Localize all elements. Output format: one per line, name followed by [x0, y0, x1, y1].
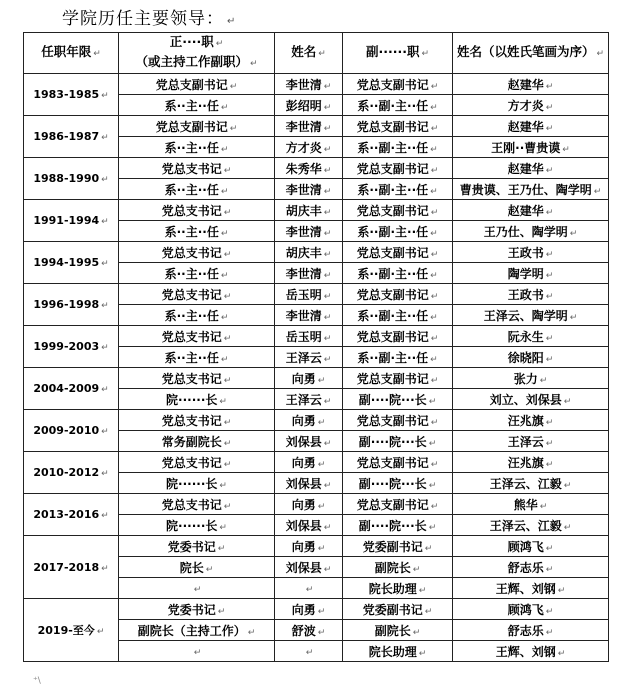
- deputy-names-cell: 张力 ↵: [453, 368, 609, 389]
- main-name-cell: 岳玉明 ↵: [275, 284, 343, 305]
- deputy-names-cell: 阮永生 ↵: [453, 326, 609, 347]
- main-post-cell: 系··主··任 ↵: [119, 137, 275, 158]
- deputy-names-cell: 熊华 ↵: [453, 494, 609, 515]
- deputy-post-cell: 系··副·主··任 ↵: [343, 95, 453, 116]
- period-cell: 1999-2003 ↵: [24, 326, 119, 368]
- main-name-cell: 向勇 ↵: [275, 536, 343, 557]
- period-cell: 2004-2009 ↵: [24, 368, 119, 410]
- main-post-cell: 院······长 ↵: [119, 473, 275, 494]
- deputy-post-cell: 党总支副书记 ↵: [343, 494, 453, 515]
- deputy-names-cell: 王乃仕、陶学明 ↵: [453, 221, 609, 242]
- deputy-names-cell: 王泽云、陶学明 ↵: [453, 305, 609, 326]
- main-name-cell: 向勇 ↵: [275, 410, 343, 431]
- header-period: 任职年限 ↵: [24, 33, 119, 74]
- main-name-cell: ↵: [275, 578, 343, 599]
- table-row: [24, 242, 609, 263]
- deputy-post-cell: 党总支副书记 ↵: [343, 452, 453, 473]
- deputy-names-cell: 舒志乐 ↵: [453, 620, 609, 641]
- period-cell: 1994-1995 ↵: [24, 242, 119, 284]
- deputy-post-cell: 党总支副书记 ↵: [343, 368, 453, 389]
- main-post-cell: 院······长 ↵: [119, 515, 275, 536]
- deputy-post-cell: 系··副·主··任 ↵: [343, 137, 453, 158]
- deputy-names-cell: 顾鸿飞 ↵: [453, 599, 609, 620]
- main-post-cell: 系··主··任 ↵: [119, 263, 275, 284]
- main-post-cell: 系··主··任 ↵: [119, 95, 275, 116]
- table-row: [24, 536, 609, 557]
- period-cell: 2017-2018 ↵: [24, 536, 119, 599]
- main-name-cell: 刘保县 ↵: [275, 557, 343, 578]
- deputy-post-cell: 系··副·主··任 ↵: [343, 221, 453, 242]
- deputy-names-cell: 王泽云、江毅 ↵: [453, 473, 609, 494]
- deputy-post-cell: 副····院···长 ↵: [343, 389, 453, 410]
- deputy-names-cell: 刘立、刘保县 ↵: [453, 389, 609, 410]
- deputy-post-cell: 系··副·主··任 ↵: [343, 347, 453, 368]
- deputy-names-cell: 王刚··曹贵谟 ↵: [453, 137, 609, 158]
- deputy-names-cell: 赵建华 ↵: [453, 116, 609, 137]
- deputy-names-cell: 王政书 ↵: [453, 284, 609, 305]
- table-row: [24, 599, 609, 620]
- main-post-cell: 党总支副书记 ↵: [119, 116, 275, 137]
- main-name-cell: 向勇 ↵: [275, 452, 343, 473]
- main-name-cell: 胡庆丰 ↵: [275, 242, 343, 263]
- deputy-names-cell: 王辉、刘钢 ↵: [453, 641, 609, 662]
- table-row: [24, 410, 609, 431]
- main-name-cell: 舒波 ↵: [275, 620, 343, 641]
- deputy-names-cell: 汪兆旗 ↵: [453, 410, 609, 431]
- deputy-names-cell: 王泽云 ↵: [453, 431, 609, 452]
- main-post-cell: 常务副院长 ↵: [119, 431, 275, 452]
- deputy-post-cell: 系··副·主··任 ↵: [343, 179, 453, 200]
- table-row: [24, 116, 609, 137]
- main-name-cell: 刘保县 ↵: [275, 473, 343, 494]
- deputy-names-cell: 徐晓阳 ↵: [453, 347, 609, 368]
- main-post-cell: 党总支书记 ↵: [119, 242, 275, 263]
- main-name-cell: 李世清 ↵: [275, 179, 343, 200]
- deputy-post-cell: 系··副·主··任 ↵: [343, 305, 453, 326]
- main-post-cell: ↵: [119, 578, 275, 599]
- main-post-cell: 党委书记 ↵: [119, 536, 275, 557]
- main-name-cell: 李世清 ↵: [275, 263, 343, 284]
- leaders-table: [23, 32, 609, 662]
- deputy-names-cell: 赵建华 ↵: [453, 200, 609, 221]
- main-name-cell: 彭绍明 ↵: [275, 95, 343, 116]
- period-cell: 1988-1990 ↵: [24, 158, 119, 200]
- deputy-post-cell: 党委副书记 ↵: [343, 536, 453, 557]
- header-main-post: 正····职 ↵ （或主持工作副职） ↵: [119, 33, 275, 74]
- deputy-post-cell: 党委副书记 ↵: [343, 599, 453, 620]
- main-post-cell: 党总支书记 ↵: [119, 200, 275, 221]
- deputy-post-cell: 党总支副书记 ↵: [343, 116, 453, 137]
- main-name-cell: 王泽云 ↵: [275, 389, 343, 410]
- deputy-post-cell: 副····院···长 ↵: [343, 473, 453, 494]
- table-row: [24, 326, 609, 347]
- deputy-names-cell: 曹贵谟、王乃仕、陶学明 ↵: [453, 179, 609, 200]
- main-post-cell: 党总支副书记 ↵: [119, 74, 275, 95]
- main-post-cell: 系··主··任 ↵: [119, 179, 275, 200]
- deputy-post-cell: 副····院···长 ↵: [343, 431, 453, 452]
- main-post-cell: 副院长（主持工作） ↵: [119, 620, 275, 641]
- header-main-name: 姓名 ↵: [275, 33, 343, 74]
- main-name-cell: 岳玉明 ↵: [275, 326, 343, 347]
- main-post-cell: 党总支书记 ↵: [119, 284, 275, 305]
- main-name-cell: 李世清 ↵: [275, 221, 343, 242]
- deputy-post-cell: 党总支副书记 ↵: [343, 326, 453, 347]
- main-name-cell: 刘保县 ↵: [275, 515, 343, 536]
- deputy-names-cell: 汪兆旗 ↵: [453, 452, 609, 473]
- main-post-cell: 党总支书记 ↵: [119, 494, 275, 515]
- deputy-post-cell: 党总支副书记 ↵: [343, 74, 453, 95]
- main-post-cell: ↵: [119, 641, 275, 662]
- period-cell: 1983-1985 ↵: [24, 74, 119, 116]
- main-post-cell: 系··主··任 ↵: [119, 347, 275, 368]
- deputy-post-cell: 党总支副书记 ↵: [343, 200, 453, 221]
- main-name-cell: 向勇 ↵: [275, 368, 343, 389]
- main-name-cell: 李世清 ↵: [275, 116, 343, 137]
- header-deputy-name: 姓名（以姓氏笔画为序） ↵: [453, 33, 609, 74]
- deputy-names-cell: 王泽云、江毅 ↵: [453, 515, 609, 536]
- deputy-post-cell: 党总支副书记 ↵: [343, 158, 453, 179]
- deputy-post-cell: 党总支副书记 ↵: [343, 284, 453, 305]
- page-title: 学院历任主要领导： ↵: [62, 9, 237, 29]
- period-cell: 2013-2016 ↵: [24, 494, 119, 536]
- main-post-cell: 党总支书记 ↵: [119, 326, 275, 347]
- table-row: [24, 158, 609, 179]
- main-name-cell: 李世清 ↵: [275, 74, 343, 95]
- main-name-cell: 向勇 ↵: [275, 599, 343, 620]
- table-row: [24, 74, 609, 95]
- period-cell: 1991-1994 ↵: [24, 200, 119, 242]
- deputy-names-cell: 王辉、刘钢 ↵: [453, 578, 609, 599]
- period-cell: 2019-至今 ↵: [24, 599, 119, 662]
- main-post-cell: 系··主··任 ↵: [119, 221, 275, 242]
- footer-mark: ⁺\: [33, 676, 41, 686]
- deputy-names-cell: 舒志乐 ↵: [453, 557, 609, 578]
- table-row: [24, 452, 609, 473]
- main-post-cell: 党委书记 ↵: [119, 599, 275, 620]
- table-row: [24, 200, 609, 221]
- main-name-cell: 向勇 ↵: [275, 494, 343, 515]
- table-header-row: [24, 33, 609, 74]
- deputy-post-cell: 院长助理 ↵: [343, 578, 453, 599]
- table-row: [24, 284, 609, 305]
- deputy-post-cell: 副院长 ↵: [343, 620, 453, 641]
- deputy-names-cell: 赵建华 ↵: [453, 158, 609, 179]
- deputy-names-cell: 顾鸿飞 ↵: [453, 536, 609, 557]
- main-name-cell: 方才炎 ↵: [275, 137, 343, 158]
- deputy-names-cell: 赵建华 ↵: [453, 74, 609, 95]
- deputy-post-cell: 副院长 ↵: [343, 557, 453, 578]
- deputy-names-cell: 王政书 ↵: [453, 242, 609, 263]
- main-post-cell: 党总支书记 ↵: [119, 410, 275, 431]
- main-name-cell: ↵: [275, 641, 343, 662]
- main-name-cell: 朱秀华 ↵: [275, 158, 343, 179]
- table-row: [24, 494, 609, 515]
- deputy-names-cell: 陶学明 ↵: [453, 263, 609, 284]
- period-cell: 2010-2012 ↵: [24, 452, 119, 494]
- main-post-cell: 系··主··任 ↵: [119, 305, 275, 326]
- main-name-cell: 胡庆丰 ↵: [275, 200, 343, 221]
- main-post-cell: 院长 ↵: [119, 557, 275, 578]
- table-row: [24, 368, 609, 389]
- main-name-cell: 王泽云 ↵: [275, 347, 343, 368]
- main-post-cell: 党总支书记 ↵: [119, 158, 275, 179]
- main-post-cell: 党总支书记 ↵: [119, 368, 275, 389]
- main-name-cell: 刘保县 ↵: [275, 431, 343, 452]
- period-cell: 1986-1987 ↵: [24, 116, 119, 158]
- deputy-post-cell: 院长助理 ↵: [343, 641, 453, 662]
- deputy-post-cell: 党总支副书记 ↵: [343, 410, 453, 431]
- main-post-cell: 院······长 ↵: [119, 389, 275, 410]
- main-name-cell: 李世清 ↵: [275, 305, 343, 326]
- header-deputy-post: 副······职 ↵: [343, 33, 453, 74]
- main-post-cell: 党总支书记 ↵: [119, 452, 275, 473]
- deputy-post-cell: 系··副·主··任 ↵: [343, 263, 453, 284]
- period-cell: 2009-2010 ↵: [24, 410, 119, 452]
- period-cell: 1996-1998 ↵: [24, 284, 119, 326]
- deputy-post-cell: 党总支副书记 ↵: [343, 242, 453, 263]
- paragraph-mark: ↵: [227, 16, 237, 27]
- deputy-post-cell: 副····院···长 ↵: [343, 515, 453, 536]
- deputy-names-cell: 方才炎 ↵: [453, 95, 609, 116]
